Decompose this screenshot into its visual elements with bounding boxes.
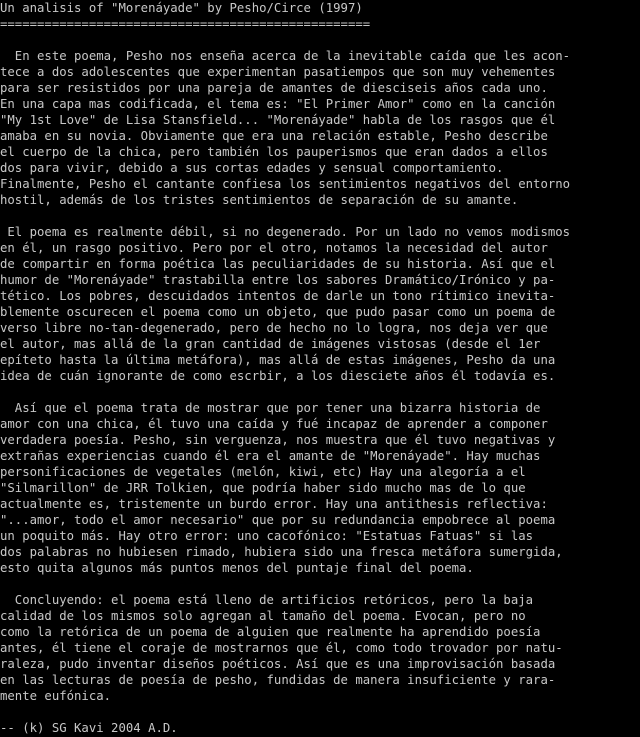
- document-line: calidad de los mismos solo agregan al tamaño del poema. Evocan, pero no: [0, 609, 526, 623]
- document-line: blemente oscurecen el poema como un objeto, que pudo pasar como un poema de: [0, 305, 556, 319]
- document-line: "Silmarillon" de JRR Tolkien, que podría haber sido mucho mas de lo que: [0, 481, 526, 495]
- document-line: idea de cuán ignorante de como escrbir, a los diesciete años él todavía es.: [0, 369, 556, 383]
- document-line: humor de "Morenáyade" trastabilla entre los sabores Dramático/Irónico y pa-: [0, 273, 556, 287]
- document-line: hostil, además de los tristes sentimientos de separación de su amante.: [0, 193, 519, 207]
- document-title: Un analisis of "Morenáyade" by Pesho/Circe (1997): [0, 1, 363, 15]
- document-line: "My 1st Love" de Lisa Stansfield... "Morenáyade" habla de los rasgos que él: [0, 113, 556, 127]
- document-line: verso libre no-tan-degenerado, pero de hecho no lo logra, nos deja ver que: [0, 321, 548, 335]
- document-line: Finalmente, Pesho el cantante confiesa los sentimientos negativos del entorno: [0, 177, 571, 191]
- document-line: El poema es realmente débil, si no degenerado. Por un lado no vemos modismos: [0, 225, 571, 239]
- document-line: en las lecturas de poesía de pesho, fundidas de manera insuficiente y rara-: [0, 673, 556, 687]
- document-line: dos palabras no hubiesen rimado, hubiera sido una fresca metáfora sumergida,: [0, 545, 563, 559]
- document-line: amor con una chica, él tuvo una caída y fué incapaz de aprender a componer: [0, 417, 548, 431]
- document-line: -- (k) SG Kavi 2004 A.D.: [0, 721, 178, 735]
- document-line: tético. Los pobres, descuidados intentos de darle un tono rítimico inevita-: [0, 289, 556, 303]
- document-line: dos para vivir, debido a sus cortas edades y sensual comportamiento.: [0, 161, 504, 175]
- document-line: tece a dos adolescentes que experimentan pasatiempos que son muy vehementes: [0, 65, 556, 79]
- title-underline: ==================================================: [0, 17, 371, 31]
- document-line: amaba en su novia. Obviamente que era una relación estable, Pesho describe: [0, 129, 548, 143]
- document-line: antes, él tiene el coraje de mostrarnos que él, como todo trovador por natu-: [0, 641, 563, 655]
- document-line: esto quita algunos más puntos menos del puntaje final del poema.: [0, 561, 474, 575]
- document-line: Así que el poema trata de mostrar que por tener una bizarra historia de: [0, 401, 541, 415]
- document-line: como la retórica de un poema de alguien que realmente ha aprendido poesía: [0, 625, 541, 639]
- document-line: verdadera poesía. Pesho, sin verguenza, nos muestra que él tuvo negativas y: [0, 433, 556, 447]
- document-line: epíteto hasta la última metáfora), mas allá de estas imágenes, Pesho da una: [0, 353, 556, 367]
- document-line: un poquito más. Hay otro error: uno cacofónico: "Estatuas Fatuas" si las: [0, 529, 534, 543]
- document-line: para ser resistidos por una pareja de amantes de diesciseis años cada uno.: [0, 81, 548, 95]
- document-line: el autor, mas allá de la gran cantidad de imágenes vistosas (desde el 1er: [0, 337, 541, 351]
- document-line: "...amor, todo el amor necesario" que por su redundancia empobrece al poema: [0, 513, 556, 527]
- document-line: raleza, pudo inventar diseños poéticos. Así que es una improvisación basada: [0, 657, 556, 671]
- document-line: En este poema, Pesho nos enseña acerca de la inevitable caída que les acon-: [0, 49, 571, 63]
- document-line: en él, un rasgo positivo. Pero por el otro, notamos la necesidad del autor: [0, 241, 548, 255]
- document-line: extrañas experiencias cuando él era el amante de "Morenáyade". Hay muchas: [0, 449, 541, 463]
- document-line: actualmente es, tristemente un burdo error. Hay una antithesis reflectiva:: [0, 497, 548, 511]
- document-line: mente eufónica.: [0, 689, 112, 703]
- document-line: el cuerpo de la chica, pero también los pauperismos que eran dados a ellos: [0, 145, 548, 159]
- document-line: Concluyendo: el poema está lleno de artificios retóricos, pero la baja: [0, 593, 534, 607]
- document-line: de compartir en forma poética las peculiaridades de su historia. Así que el: [0, 257, 556, 271]
- document-line: En una capa mas codificada, el tema es: "El Primer Amor" como en la canción: [0, 97, 556, 111]
- document-line: personificaciones de vegetales (melón, kiwi, etc) Hay una alegoría a el: [0, 465, 526, 479]
